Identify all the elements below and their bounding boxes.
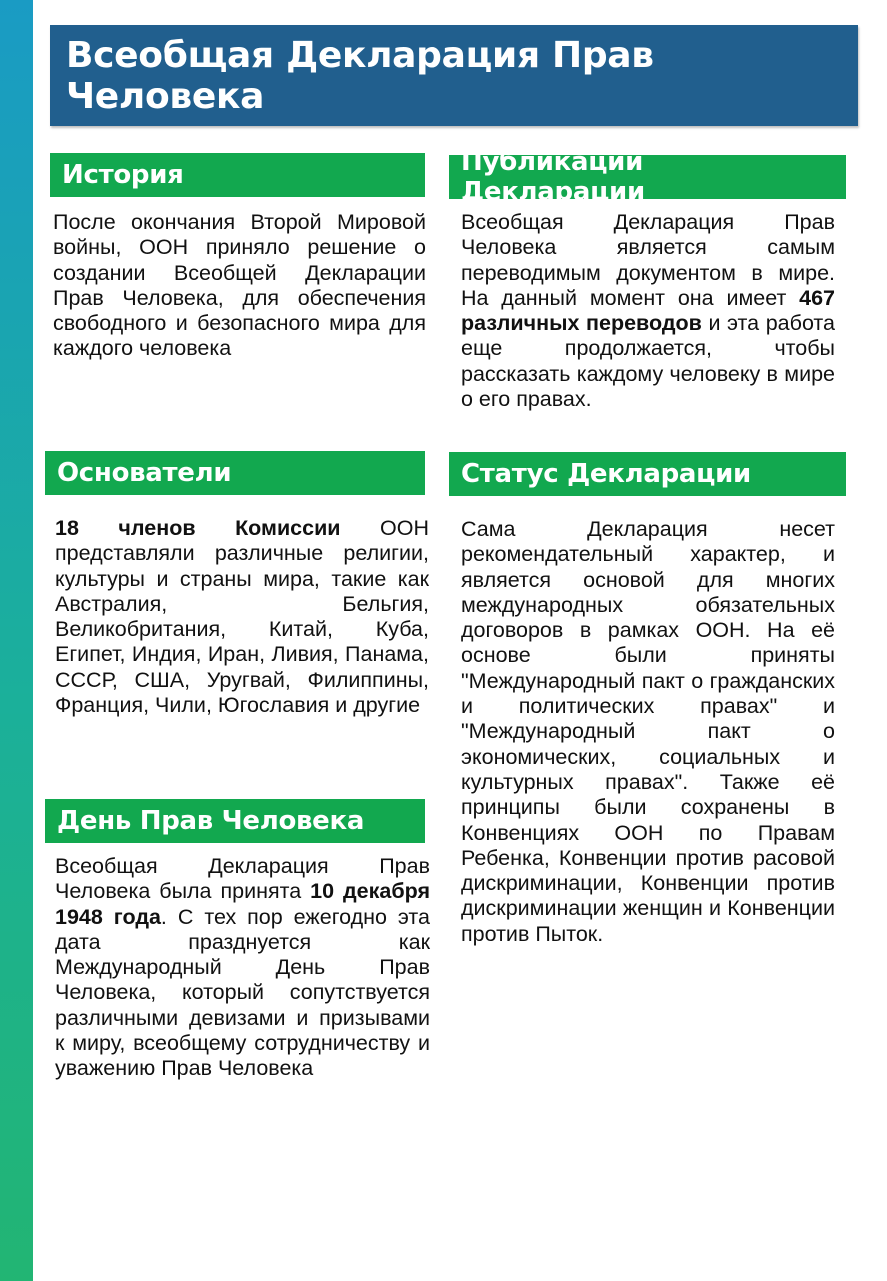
status-section-header [449, 452, 846, 496]
status-heading: Статус Декларации [461, 459, 751, 489]
page-title: Всеобщая Декларация Прав Человека [66, 34, 654, 117]
history-heading: История [62, 160, 184, 190]
history-text: После окончания Второй Мировой войны, ООН приняло решение о создании Всеобщей Декларации Прав Человека, для обеспечения свободного и безопасного мира для каждого человека [53, 210, 426, 361]
publications-body [461, 210, 835, 412]
translations-count-emphasis: 467 различных переводов [461, 285, 835, 336]
page-title-banner [50, 25, 858, 126]
human-rights-day-heading: День Прав Человека [57, 806, 365, 836]
founders-section-header [45, 451, 425, 495]
human-rights-day-body [55, 854, 430, 1082]
history-section-header [50, 153, 425, 197]
decorative-side-stripe [0, 0, 33, 1281]
publications-text-part2: и эта работа еще продолжается, чтобы рассказать каждому человеку в мире о его правах. [461, 311, 835, 412]
status-text: Сама Декларация несет рекомендательный характер, и является основой для многих международных обязательных договоров в рамках ООН. На её основе были приняты "Международный пакт о гражданских и политических правах" и "Международный пакт о экономических, социальных и культурных правах". Также её принципы были сохранены в Конвенциях ООН по Правам Ребенка, Конвенции против расовой дискриминации, Конвенции против дискриминации женщин и Конвенции против Пыток. [461, 517, 835, 946]
publications-heading: Публикации Декларации [461, 147, 645, 207]
status-body [461, 517, 835, 947]
human-rights-day-section-header [45, 799, 425, 843]
founders-body [55, 516, 429, 718]
history-body [53, 210, 426, 362]
founders-text: ООН представляли различные религии, культуры и страны мира, такие как Австралия, Бельгия, Великобритания, Китай, Куба, Египет, Индия, Иран, Ливия, Панама, СССР, США, Уругвай, Филиппины, Франция, Чили, Югославия и другие [55, 516, 429, 718]
human-rights-day-text-part1: Всеобщая Декларация Прав Человека была принята [55, 854, 430, 904]
founders-members-emphasis: 18 членов Комиссии [55, 516, 341, 540]
publications-section-header [449, 147, 846, 207]
human-rights-day-text-part2: . С тех пор ежегодно эта дата празднуется как Международный День Прав Человека, который сопутствуется различными девизами и призывами к миру, всеобщему сотрудничеству и уважению Прав Человека [55, 904, 430, 1081]
adoption-date-emphasis: 10 декабря 1948 года [55, 879, 430, 929]
founders-heading: Основатели [57, 458, 232, 488]
publications-text-part1: Всеобщая Декларация Прав Человека является самым переводимым документом в мире. На данный момент она имеет [461, 210, 835, 310]
